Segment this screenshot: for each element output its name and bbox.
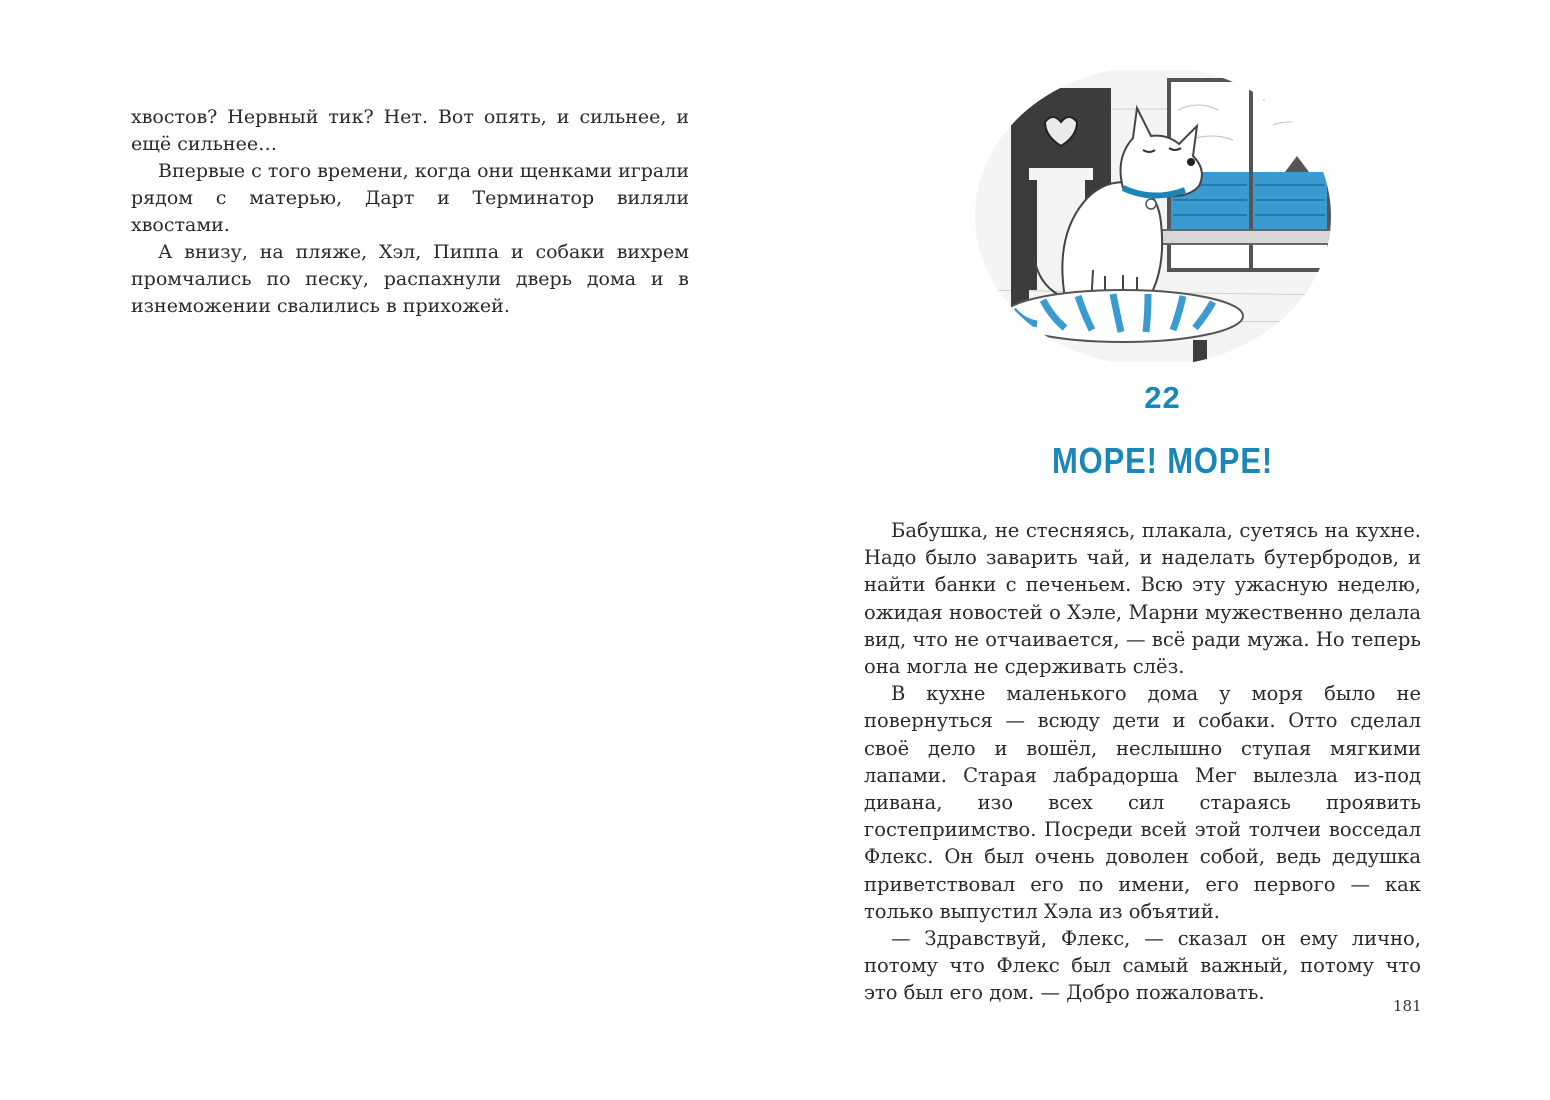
paragraph: хвостов? Нервный тик? Нет. Вот опять, и сильнее, и ещё сильнее…: [131, 106, 689, 155]
paragraph: Бабушка, не стесняясь, плакала, суетясь на кухне. Надо было заварить чай, и наделать бутербродов, и найти банки с печеньем. Всю эту ужасную неделю, ожидая новостей о Хэле, Марни мужественно делала вид, что не отчаивается, — всё ради мужа. Но теперь она могла не сдерживать слёз.: [864, 519, 1421, 679]
paragraph: Впервые с того времени, когда они щенками играли рядом с матерью, Дарт и Терминатор виляли хвостами.: [131, 160, 689, 236]
chapter-title: МОРЕ! МОРЕ!: [1051, 440, 1274, 481]
right-page-text: [864, 517, 1421, 1007]
paragraph: В кухне маленького дома у моря было не повернуться — всюду дети и собаки. Отто сделал своё дело и вошёл, неслышно ступая мягкими лапами. Старая лабрадорша Мег вылезла из-под дивана, изо всех сил стараясь проявить гостеприимство. Посреди всей этой толчеи восседал Флекс. Он был очень доволен собой, ведь дедушка приветствовал его по имени, его первого — как только выпустил Хэла из объятий.: [864, 682, 1421, 923]
page-number: 181: [1393, 997, 1422, 1015]
dog-on-chair-illustration: [973, 70, 1333, 362]
paragraph: А внизу, на пляже, Хэл, Пиппа и собаки вихрем промчались по песку, распахнули дверь дома и в изнеможении свалились в прихожей.: [131, 241, 689, 317]
right-page: [775, 0, 1550, 1100]
chapter-number: 22: [1144, 380, 1181, 415]
left-page-text: [131, 104, 689, 320]
paragraph: — Здравствуй, Флекс, — сказал он ему лично, потому что Флекс был самый важный, потому что это был его дом. — Добро пожаловать.: [864, 927, 1421, 1005]
